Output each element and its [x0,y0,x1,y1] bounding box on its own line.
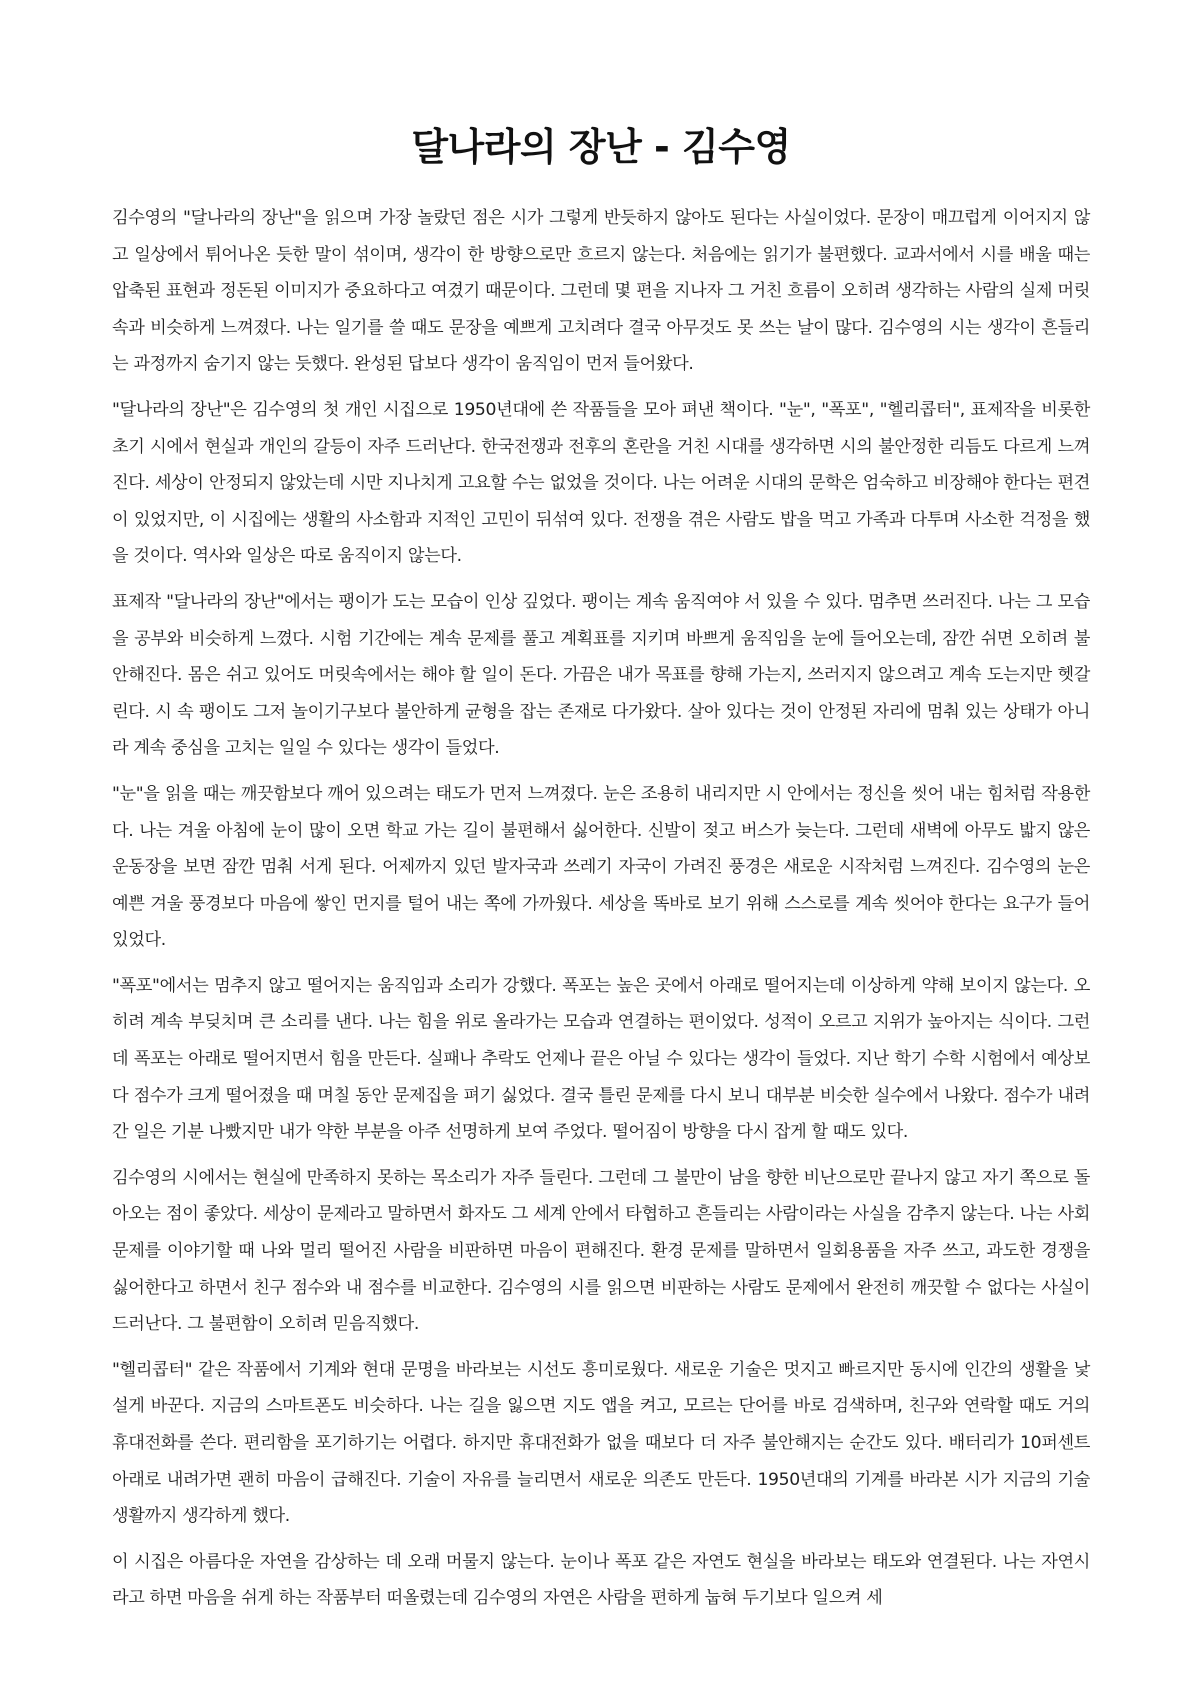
paragraph-8: 이 시집은 아름다운 자연을 감상하는 데 오래 머물지 않는다. 눈이나 폭포 같은 자연도 현실을 바라보는 태도와 연결된다. 나는 자연시라고 하면 마음을 쉬게 하는 작품부터 떠올렸는데 김수영의 자연은 사람을 편하게 눕혀 두기보다 일으켜 세 [112,1551,1090,1609]
paragraph-1: 김수영의 "달나라의 장난"을 읽으며 가장 놀랐던 점은 시가 그렇게 반듯하지 않아도 된다는 사실이었다. 문장이 매끄럽게 이어지지 않고 일상에서 튀어나온 듯한 말이 섞이며, 생각이 한 방향으로만 흐르지 않는다. 처음에는 읽기가 불편했다. 교과서에서 시를 배울 때는 압축된 표현과 정돈된 이미지가 중요하다고 여겼기 때문이다. 그런데 몇 편을 지나자 그 거친 흐름이 오히려 생각하는 사람의 실제 머릿속과 비슷하게 느껴졌다. 나는 일기를 쓸 때도 문장을 예쁘게 고치려다 결국 아무것도 못 쓰는 날이 많다. 김수영의 시는 생각이 흔들리는 과정까지 숨기지 않는 듯했다. 완성된 답보다 생각이 움직임이 먼저 들어왔다. [112,208,1090,375]
document-title: 달나라의 장난 - 김수영 [411,125,791,169]
paragraph-6: 김수영의 시에서는 현실에 만족하지 못하는 목소리가 자주 들린다. 그런데 그 불만이 남을 향한 비난으로만 끝나지 않고 자기 쪽으로 돌아오는 점이 좋았다. 세상이 문제라고 말하면서 화자도 그 세계 안에서 타협하고 흔들리는 사람이라는 사실을 감추지 않는다. 나는 사회 문제를 이야기할 때 나와 멀리 떨어진 사람을 비판하면 마음이 편해진다. 환경 문제를 말하면서 일회용품을 자주 쓰고, 과도한 경쟁을 싫어한다고 하면서 친구 점수와 내 점수를 비교한다. 김수영의 시를 읽으면 비판하는 사람도 문제에서 완전히 깨끗할 수 없다는 사실이 드러난다. 그 불편함이 오히려 믿음직했다. [112,1167,1090,1335]
paragraph-5: "폭포"에서는 멈추지 않고 떨어지는 움직임과 소리가 강했다. 폭포는 높은 곳에서 아래로 떨어지는데 이상하게 약해 보이지 않는다. 오히려 계속 부딪치며 큰 소리를 낸다. 나는 힘을 위로 올라가는 모습과 연결하는 편이었다. 성적이 오르고 지위가 높아지는 식이다. 그런데 폭포는 아래로 떨어지면서 힘을 만든다. 실패나 추락도 언제나 끝은 아닐 수 있다는 생각이 들었다. 지난 학기 수학 시험에서 예상보다 점수가 크게 떨어졌을 때 며칠 동안 문제집을 펴기 싫었다. 결국 틀린 문제를 다시 보니 대부분 비슷한 실수에서 나왔다. 점수가 내려간 일은 기분 나빴지만 내가 약한 부분을 아주 선명하게 보여 주었다. 떨어짐이 방향을 다시 잡게 할 때도 있다. [112,975,1090,1143]
paragraph-3: 표제작 "달나라의 장난"에서는 팽이가 도는 모습이 인상 깊었다. 팽이는 계속 움직여야 서 있을 수 있다. 멈추면 쓰러진다. 나는 그 모습을 공부와 비슷하게 느꼈다. 시험 기간에는 계속 문제를 풀고 계획표를 지키며 바쁘게 움직임을 눈에 들어오는데, 잠깐 쉬면 오히려 불안해진다. 몸은 쉬고 있어도 머릿속에서는 해야 할 일이 돈다. 가끔은 내가 목표를 향해 가는지, 쓰러지지 않으려고 계속 도는지만 헷갈린다. 시 속 팽이도 그저 놀이기구보다 불안하게 균형을 잡는 존재로 다가왔다. 살아 있다는 것이 안정된 자리에 멈춰 있는 상태가 아니라 계속 중심을 고치는 일일 수 있다는 생각이 들었다. [112,591,1090,759]
document-body [112,200,1090,1617]
paragraph-4: "눈"을 읽을 때는 깨끗함보다 깨어 있으려는 태도가 먼저 느껴졌다. 눈은 조용히 내리지만 시 안에서는 정신을 씻어 내는 힘처럼 작용한다. 나는 겨울 아침에 눈이 많이 오면 학교 가는 길이 불편해서 싫어한다. 신발이 젖고 버스가 늦는다. 그런데 새벽에 아무도 밟지 않은 운동장을 보면 잠깐 멈춰 서게 된다. 어제까지 있던 발자국과 쓰레기 자국이 가려진 풍경은 새로운 시작처럼 느껴진다. 김수영의 눈은 예쁜 겨울 풍경보다 마음에 쌓인 먼지를 털어 내는 쪽에 가까웠다. 세상을 똑바로 보기 위해 스스로를 계속 씻어야 한다는 요구가 들어 있었다. [112,783,1090,951]
paragraph-2: "달나라의 장난"은 김수영의 첫 개인 시집으로 1950년대에 쓴 작품들을 모아 펴낸 책이다. "눈", "폭포", "헬리콥터", 표제작을 비롯한 초기 시에서 현실과 개인의 갈등이 자주 드러난다. 한국전쟁과 전후의 혼란을 거친 시대를 생각하면 시의 불안정한 리듬도 다르게 느껴진다. 세상이 안정되지 않았는데 시만 지나치게 고요할 수는 없었을 것이다. 나는 어려운 시대의 문학은 엄숙하고 비장해야 한다는 편견이 있었지만, 이 시집에는 생활의 사소함과 지적인 고민이 뒤섞여 있다. 전쟁을 겪은 사람도 밥을 먹고 가족과 다투며 사소한 걱정을 했을 것이다. 역사와 일상은 따로 움직이지 않는다. [112,399,1090,567]
paragraph-7: "헬리콥터" 같은 작품에서 기계와 현대 문명을 바라보는 시선도 흥미로웠다. 새로운 기술은 멋지고 빠르지만 동시에 인간의 생활을 낯설게 바꾼다. 지금의 스마트폰도 비슷하다. 나는 길을 잃으면 지도 앱을 켜고, 모르는 단어를 바로 검색하며, 친구와 연락할 때도 거의 휴대전화를 쓴다. 편리함을 포기하기는 어렵다. 하지만 휴대전화가 없을 때보다 더 자주 불안해지는 순간도 있다. 배터리가 10퍼센트 아래로 내려가면 괜히 마음이 급해진다. 기술이 자유를 늘리면서 새로운 의존도 만든다. 1950년대의 기계를 바라본 시가 지금의 기술 생활까지 생각하게 했다. [112,1359,1090,1527]
document-page [112,0,1090,1626]
